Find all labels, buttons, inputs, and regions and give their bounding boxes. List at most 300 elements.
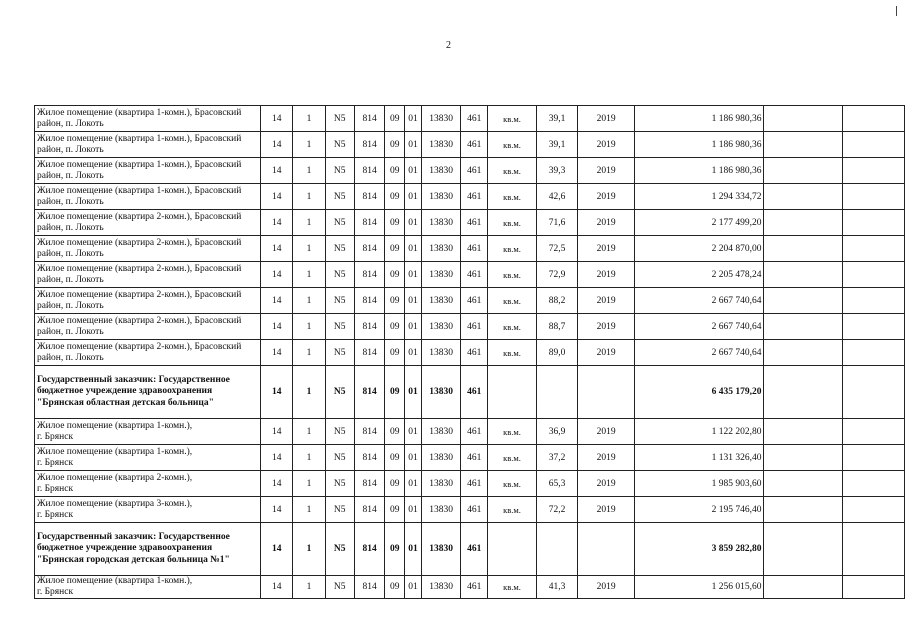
- amount-cell: 1 186 980,36: [635, 132, 764, 158]
- table-row: [35, 576, 905, 599]
- object-name-line: Жилое помещение (квартира 2-комн.), Брасовский: [37, 289, 242, 300]
- expense-type-cell: 461: [461, 576, 488, 599]
- object-name-cell: [35, 184, 261, 210]
- chapter-cell: 14: [261, 262, 293, 288]
- ministry-cell: 814: [354, 132, 384, 158]
- chapter-cell: 14: [261, 523, 293, 576]
- ministry-cell: 814: [354, 158, 384, 184]
- program-cell: N5: [325, 419, 354, 445]
- expense-type-cell: 461: [461, 262, 488, 288]
- amount-cell: 2 667 740,64: [635, 340, 764, 366]
- unit-cell: кв.м.: [488, 236, 537, 262]
- section-cell: 1: [293, 523, 325, 576]
- object-name-line: район, п. Локоть: [37, 326, 104, 337]
- area-cell: [537, 523, 578, 576]
- object-name-line: Жилое помещение (квартира 1-комн.),: [37, 446, 193, 457]
- target-code-cell: 13830: [421, 132, 461, 158]
- area-cell: 72,2: [537, 497, 578, 523]
- amount-cell: 1 294 334,72: [635, 184, 764, 210]
- target-code-cell: 13830: [421, 262, 461, 288]
- empty-cell: [764, 262, 842, 288]
- ministry-cell: 814: [354, 576, 384, 599]
- year-cell: [578, 523, 635, 576]
- program-cell: N5: [325, 523, 354, 576]
- target-code-cell: 13830: [421, 184, 461, 210]
- empty-cell: [842, 236, 904, 262]
- amount-cell: 1 256 015,60: [635, 576, 764, 599]
- empty-cell: [764, 445, 842, 471]
- subsection-cell: 01: [405, 288, 422, 314]
- chapter-cell: 14: [261, 497, 293, 523]
- object-name-line: Жилое помещение (квартира 2-комн.), Брасовский: [37, 211, 242, 222]
- subsection-cell: 01: [405, 419, 422, 445]
- year-cell: 2019: [578, 132, 635, 158]
- unit-cell: кв.м.: [488, 471, 537, 497]
- division-cell: 09: [385, 419, 405, 445]
- subsection-cell: 01: [405, 314, 422, 340]
- program-cell: N5: [325, 314, 354, 340]
- object-name-line: Жилое помещение (квартира 1-комн.),: [37, 420, 193, 431]
- object-name-cell: [35, 497, 261, 523]
- table-row: [35, 132, 905, 158]
- subsection-cell: 01: [405, 497, 422, 523]
- object-name-cell: [35, 314, 261, 340]
- division-cell: 09: [385, 523, 405, 576]
- object-name-cell: [35, 340, 261, 366]
- ministry-cell: 814: [354, 366, 384, 419]
- section-cell: 1: [293, 576, 325, 599]
- object-name-line: Жилое помещение (квартира 1-комн.), Брасовский: [37, 107, 242, 118]
- year-cell: 2019: [578, 471, 635, 497]
- program-cell: N5: [325, 497, 354, 523]
- empty-cell: [842, 106, 904, 132]
- section-cell: 1: [293, 314, 325, 340]
- empty-cell: [764, 340, 842, 366]
- object-name-cell: [35, 445, 261, 471]
- subsection-cell: 01: [405, 132, 422, 158]
- object-name-line: Жилое помещение (квартира 3-комн.),: [37, 498, 193, 509]
- table-row: [35, 210, 905, 236]
- object-name-line: Жилое помещение (квартира 1-комн.), Брасовский: [37, 133, 242, 144]
- empty-cell: [764, 236, 842, 262]
- table-row: [35, 288, 905, 314]
- chapter-cell: 14: [261, 106, 293, 132]
- expense-type-cell: 461: [461, 340, 488, 366]
- unit-cell: кв.м.: [488, 445, 537, 471]
- section-cell: 1: [293, 184, 325, 210]
- unit-cell: кв.м.: [488, 497, 537, 523]
- section-cell: 1: [293, 366, 325, 419]
- object-name-cell: [35, 288, 261, 314]
- empty-cell: [764, 158, 842, 184]
- program-cell: N5: [325, 262, 354, 288]
- year-cell: 2019: [578, 158, 635, 184]
- chapter-cell: 14: [261, 132, 293, 158]
- area-cell: 88,7: [537, 314, 578, 340]
- table-row: [35, 184, 905, 210]
- table-row: [35, 497, 905, 523]
- empty-cell: [764, 106, 842, 132]
- subsection-cell: 01: [405, 576, 422, 599]
- amount-cell: 2 667 740,64: [635, 314, 764, 340]
- division-cell: 09: [385, 340, 405, 366]
- year-cell: 2019: [578, 419, 635, 445]
- year-cell: 2019: [578, 288, 635, 314]
- table-row: [35, 106, 905, 132]
- section-cell: 1: [293, 497, 325, 523]
- object-name-line: г. Брянск: [37, 587, 74, 597]
- program-cell: N5: [325, 132, 354, 158]
- amount-cell: 3 859 282,80: [635, 523, 764, 576]
- area-cell: 39,1: [537, 106, 578, 132]
- object-name-line: Жилое помещение (квартира 2-комн.), Брасовский: [37, 263, 242, 274]
- subsection-cell: 01: [405, 445, 422, 471]
- section-cell: 1: [293, 158, 325, 184]
- empty-cell: [842, 262, 904, 288]
- division-cell: 09: [385, 158, 405, 184]
- subsection-cell: 01: [405, 158, 422, 184]
- object-name-line: район, п. Локоть: [37, 222, 104, 233]
- table-row: [35, 445, 905, 471]
- subsection-cell: 01: [405, 210, 422, 236]
- object-name-line: район, п. Локоть: [37, 196, 104, 207]
- division-cell: 09: [385, 210, 405, 236]
- chapter-cell: 14: [261, 314, 293, 340]
- amount-cell: 1 985 903,60: [635, 471, 764, 497]
- year-cell: 2019: [578, 497, 635, 523]
- unit-cell: кв.м.: [488, 132, 537, 158]
- object-name-line: район, п. Локоть: [37, 118, 104, 129]
- section-cell: 1: [293, 419, 325, 445]
- object-name-line: Жилое помещение (квартира 1-комн.), Брасовский: [37, 159, 242, 170]
- unit-cell: кв.м.: [488, 184, 537, 210]
- chapter-cell: 14: [261, 184, 293, 210]
- object-name-line: район, п. Локоть: [37, 300, 104, 311]
- object-name-line: г. Брянск: [37, 509, 74, 520]
- expense-type-cell: 461: [461, 419, 488, 445]
- chapter-cell: 14: [261, 158, 293, 184]
- object-name-line: Жилое помещение (квартира 2-комн.), Брасовский: [37, 315, 242, 326]
- object-name-line: Жилое помещение (квартира 2-комн.), Брасовский: [37, 341, 242, 352]
- ministry-cell: 814: [354, 471, 384, 497]
- object-name-line: г. Брянск: [37, 483, 74, 494]
- object-name-cell: [35, 419, 261, 445]
- chapter-cell: 14: [261, 210, 293, 236]
- empty-cell: [842, 576, 904, 599]
- division-cell: 09: [385, 184, 405, 210]
- object-name-line: Жилое помещение (квартира 1-комн.), Брасовский: [37, 185, 242, 196]
- object-name-line: Государственный заказчик: Государственное: [37, 531, 230, 542]
- year-cell: 2019: [578, 236, 635, 262]
- target-code-cell: 13830: [421, 523, 461, 576]
- target-code-cell: 13830: [421, 419, 461, 445]
- chapter-cell: 14: [261, 288, 293, 314]
- section-cell: 1: [293, 262, 325, 288]
- amount-cell: 1 186 980,36: [635, 106, 764, 132]
- year-cell: 2019: [578, 576, 635, 599]
- empty-cell: [842, 340, 904, 366]
- empty-cell: [764, 366, 842, 419]
- division-cell: 09: [385, 471, 405, 497]
- empty-cell: [764, 576, 842, 599]
- object-name-cell: [35, 262, 261, 288]
- program-cell: N5: [325, 288, 354, 314]
- ministry-cell: 814: [354, 497, 384, 523]
- program-cell: N5: [325, 340, 354, 366]
- division-cell: 09: [385, 236, 405, 262]
- empty-cell: [842, 366, 904, 419]
- unit-cell: кв.м.: [488, 158, 537, 184]
- area-cell: 65,3: [537, 471, 578, 497]
- amount-cell: 1 186 980,36: [635, 158, 764, 184]
- object-name-line: Жилое помещение (квартира 2-комн.), Брасовский: [37, 237, 242, 248]
- object-name-cell: [35, 158, 261, 184]
- target-code-cell: 13830: [421, 445, 461, 471]
- division-cell: 09: [385, 314, 405, 340]
- division-cell: 09: [385, 366, 405, 419]
- program-cell: N5: [325, 445, 354, 471]
- customer-row: [35, 523, 905, 576]
- unit-cell: кв.м.: [488, 288, 537, 314]
- table-row: [35, 158, 905, 184]
- empty-cell: [842, 471, 904, 497]
- ministry-cell: 814: [354, 106, 384, 132]
- subsection-cell: 01: [405, 262, 422, 288]
- area-cell: 72,5: [537, 236, 578, 262]
- target-code-cell: 13830: [421, 576, 461, 599]
- unit-cell: кв.м.: [488, 576, 537, 599]
- object-name-line: район, п. Локоть: [37, 274, 104, 285]
- program-cell: N5: [325, 106, 354, 132]
- object-name-line: район, п. Локоть: [37, 144, 104, 155]
- target-code-cell: 13830: [421, 314, 461, 340]
- amount-cell: 2 204 870,00: [635, 236, 764, 262]
- empty-cell: [764, 314, 842, 340]
- target-code-cell: 13830: [421, 497, 461, 523]
- program-cell: N5: [325, 210, 354, 236]
- expense-type-cell: 461: [461, 445, 488, 471]
- ministry-cell: 814: [354, 314, 384, 340]
- object-name-line: г. Брянск: [37, 457, 74, 468]
- year-cell: 2019: [578, 445, 635, 471]
- object-name-cell: [35, 132, 261, 158]
- amount-cell: 6 435 179,20: [635, 366, 764, 419]
- amount-cell: 1 122 202,80: [635, 419, 764, 445]
- expense-type-cell: 461: [461, 132, 488, 158]
- year-cell: 2019: [578, 184, 635, 210]
- empty-cell: [764, 184, 842, 210]
- ministry-cell: 814: [354, 419, 384, 445]
- area-cell: 39,3: [537, 158, 578, 184]
- ministry-cell: 814: [354, 184, 384, 210]
- empty-cell: [842, 445, 904, 471]
- ministry-cell: 814: [354, 340, 384, 366]
- target-code-cell: 13830: [421, 106, 461, 132]
- object-name-line: "Брянская областная детская больница": [37, 397, 214, 408]
- area-cell: 72,9: [537, 262, 578, 288]
- customer-row: [35, 366, 905, 419]
- target-code-cell: 13830: [421, 158, 461, 184]
- object-name-cell: [35, 106, 261, 132]
- year-cell: 2019: [578, 340, 635, 366]
- target-code-cell: 13830: [421, 340, 461, 366]
- section-cell: 1: [293, 132, 325, 158]
- empty-cell: [764, 132, 842, 158]
- unit-cell: кв.м.: [488, 210, 537, 236]
- empty-cell: [842, 419, 904, 445]
- year-cell: 2019: [578, 106, 635, 132]
- section-cell: 1: [293, 340, 325, 366]
- empty-cell: [764, 419, 842, 445]
- section-cell: 1: [293, 236, 325, 262]
- object-name-line: бюджетное учреждение здравоохранения: [37, 543, 213, 554]
- target-code-cell: 13830: [421, 288, 461, 314]
- expense-type-cell: 461: [461, 497, 488, 523]
- chapter-cell: 14: [261, 340, 293, 366]
- ministry-cell: 814: [354, 236, 384, 262]
- area-cell: 42,6: [537, 184, 578, 210]
- subsection-cell: 01: [405, 340, 422, 366]
- empty-cell: [842, 523, 904, 576]
- ministry-cell: 814: [354, 523, 384, 576]
- empty-cell: [764, 471, 842, 497]
- ministry-cell: 814: [354, 288, 384, 314]
- empty-cell: [842, 184, 904, 210]
- ministry-cell: 814: [354, 262, 384, 288]
- unit-cell: [488, 366, 537, 419]
- table-row: [35, 314, 905, 340]
- unit-cell: кв.м.: [488, 314, 537, 340]
- empty-cell: [842, 210, 904, 236]
- section-cell: 1: [293, 106, 325, 132]
- amount-cell: 2 195 746,40: [635, 497, 764, 523]
- amount-cell: 2 667 740,64: [635, 288, 764, 314]
- object-name-cell: [35, 366, 261, 419]
- division-cell: 09: [385, 132, 405, 158]
- empty-cell: [842, 132, 904, 158]
- subsection-cell: 01: [405, 184, 422, 210]
- expense-type-cell: 461: [461, 366, 488, 419]
- expense-type-cell: 461: [461, 158, 488, 184]
- object-name-line: район, п. Локоть: [37, 170, 104, 181]
- object-name-line: "Брянская городская детская больница №1": [37, 554, 230, 565]
- program-cell: N5: [325, 576, 354, 599]
- section-cell: 1: [293, 471, 325, 497]
- division-cell: 09: [385, 288, 405, 314]
- object-name-cell: [35, 523, 261, 576]
- program-cell: N5: [325, 366, 354, 419]
- unit-cell: кв.м.: [488, 262, 537, 288]
- chapter-cell: 14: [261, 366, 293, 419]
- year-cell: 2019: [578, 210, 635, 236]
- unit-cell: кв.м.: [488, 340, 537, 366]
- program-cell: N5: [325, 158, 354, 184]
- chapter-cell: 14: [261, 471, 293, 497]
- empty-cell: [764, 523, 842, 576]
- section-cell: 1: [293, 210, 325, 236]
- expense-type-cell: 461: [461, 210, 488, 236]
- year-cell: [578, 366, 635, 419]
- expense-type-cell: 461: [461, 471, 488, 497]
- division-cell: 09: [385, 497, 405, 523]
- division-cell: 09: [385, 576, 405, 599]
- subsection-cell: 01: [405, 106, 422, 132]
- ministry-cell: 814: [354, 445, 384, 471]
- amount-cell: 1 131 326,40: [635, 445, 764, 471]
- object-name-line: район, п. Локоть: [37, 352, 104, 363]
- expense-type-cell: 461: [461, 106, 488, 132]
- target-code-cell: 13830: [421, 471, 461, 497]
- area-cell: [537, 366, 578, 419]
- empty-cell: [764, 210, 842, 236]
- area-cell: 37,2: [537, 445, 578, 471]
- year-cell: 2019: [578, 314, 635, 340]
- expense-type-cell: 461: [461, 184, 488, 210]
- expense-type-cell: 461: [461, 288, 488, 314]
- program-cell: N5: [325, 471, 354, 497]
- unit-cell: кв.м.: [488, 106, 537, 132]
- area-cell: 36,9: [537, 419, 578, 445]
- empty-cell: [842, 288, 904, 314]
- empty-cell: [764, 497, 842, 523]
- area-cell: 41,3: [537, 576, 578, 599]
- division-cell: 09: [385, 106, 405, 132]
- target-code-cell: 13830: [421, 366, 461, 419]
- expense-type-cell: 461: [461, 314, 488, 340]
- target-code-cell: 13830: [421, 236, 461, 262]
- subsection-cell: 01: [405, 523, 422, 576]
- table-row: [35, 419, 905, 445]
- table-row: [35, 262, 905, 288]
- object-name-line: бюджетное учреждение здравоохранения: [37, 386, 213, 397]
- object-name-cell: [35, 236, 261, 262]
- division-cell: 09: [385, 445, 405, 471]
- subsection-cell: 01: [405, 471, 422, 497]
- chapter-cell: 14: [261, 445, 293, 471]
- object-name-cell: [35, 210, 261, 236]
- page-number: 2: [446, 40, 451, 51]
- area-cell: 71,6: [537, 210, 578, 236]
- scan-edge-mark: [896, 6, 897, 16]
- ministry-cell: 814: [354, 210, 384, 236]
- budget-table: [34, 105, 905, 599]
- object-name-line: Государственный заказчик: Государственное: [37, 374, 230, 385]
- chapter-cell: 14: [261, 419, 293, 445]
- subsection-cell: 01: [405, 366, 422, 419]
- empty-cell: [842, 158, 904, 184]
- amount-cell: 2 177 499,20: [635, 210, 764, 236]
- expense-type-cell: 461: [461, 236, 488, 262]
- table-row: [35, 236, 905, 262]
- expense-type-cell: 461: [461, 523, 488, 576]
- amount-cell: 2 205 478,24: [635, 262, 764, 288]
- section-cell: 1: [293, 288, 325, 314]
- area-cell: 89,0: [537, 340, 578, 366]
- unit-cell: [488, 523, 537, 576]
- section-cell: 1: [293, 445, 325, 471]
- year-cell: 2019: [578, 262, 635, 288]
- object-name-line: г. Брянск: [37, 431, 74, 442]
- empty-cell: [764, 288, 842, 314]
- table-row: [35, 340, 905, 366]
- program-cell: N5: [325, 236, 354, 262]
- chapter-cell: 14: [261, 576, 293, 599]
- program-cell: N5: [325, 184, 354, 210]
- empty-cell: [842, 497, 904, 523]
- object-name-cell: [35, 576, 261, 599]
- area-cell: 88,2: [537, 288, 578, 314]
- unit-cell: кв.м.: [488, 419, 537, 445]
